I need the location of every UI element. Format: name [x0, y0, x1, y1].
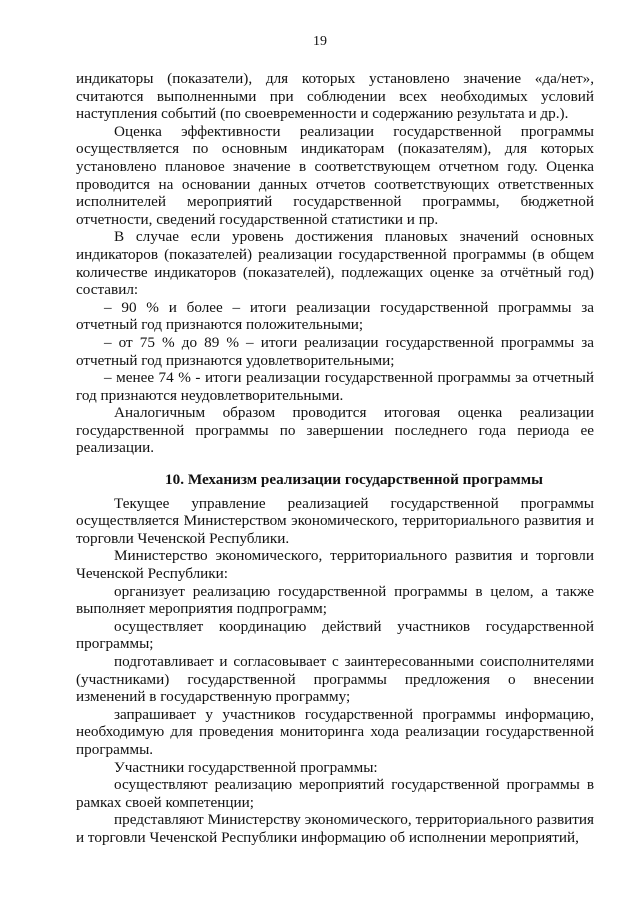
list-item: – менее 74 % - итоги реализации государственной программы за отчетный год признаются неудовлетворительными. [76, 369, 594, 404]
paragraph: запрашивает у участников государственной программы информацию, необходимую для проведения мониторинга хода реализации государственной программы. [76, 705, 594, 758]
paragraph: Аналогичным образом проводится итоговая оценка реализации государственной программы по завершении последнего года периода ее реализации. [76, 404, 594, 457]
paragraph: Текущее управление реализацией государственной программы осуществляется Министерством экономического, территориального развития и торговли Чеченской Республики. [76, 494, 594, 547]
paragraph: осуществляют реализацию мероприятий государственной программы в рамках своей компетенции; [76, 776, 594, 811]
paragraph: осуществляет координацию действий участников государственной программы; [76, 617, 594, 653]
paragraph: организует реализацию государственной программы в целом, а также выполняет мероприятия подпрограмм; [76, 582, 594, 618]
paragraph: Министерство экономического, территориального развития и торговли Чеченской Республики: [76, 547, 594, 583]
list-item: – от 75 % до 89 % – итоги реализации государственной программы за отчетный год признаются удовлетворительными; [76, 333, 594, 369]
paragraph: подготавливает и согласовывает с заинтересованными соисполнителями (участниками) государственной программы предложения о внесении изменений в государственную программу; [76, 653, 594, 706]
section-heading: 10. Механизм реализации государственной программы [165, 471, 543, 489]
paragraph: В случае если уровень достижения плановых значений основных индикаторов (показателей) реализации государственной программы (в общем количестве индикаторов (показателей), подлежащих оценке за отчётный год) составил: [76, 228, 594, 299]
paragraph: Оценка эффективности реализации государственной программы осуществляется по основным индикаторам (показателям), для которых установлено плановое значение в соответствующем отчетном году. Оценка проводится на основании данных отчетов соответствующих ответственных исполнителей мероприятий государственной программы, бюджетной отчетности, сведений государственной статистики и пр. [76, 122, 594, 228]
page-number: 19 [313, 34, 327, 49]
paragraph: представляют Министерству экономического, территориального развития и торговли Чеченской Республики информацию об исполнении мероприятий, [76, 811, 594, 846]
paragraph: Участники государственной программы: [114, 758, 378, 776]
paragraph: индикаторы (показатели), для которых установлено значение «да/нет», считаются выполненными при соблюдении всех необходимых условий наступления событий (по своевременности и содержанию результата и др.). [76, 70, 594, 123]
list-item: – 90 % и более – итоги реализации государственной программы за отчетный год признаются положительными; [76, 298, 594, 334]
document-body [76, 70, 594, 847]
